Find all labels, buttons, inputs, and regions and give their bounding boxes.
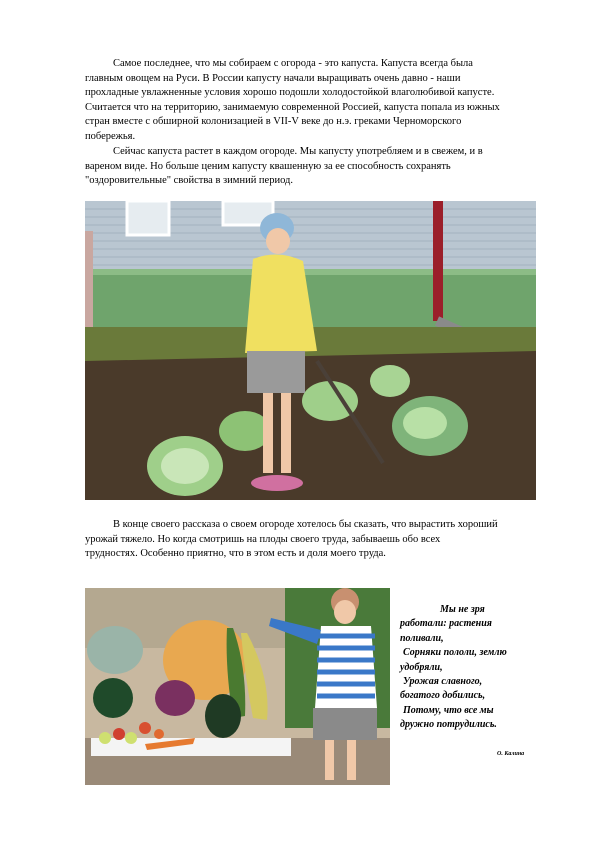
poem-line: Урожая славного, — [403, 676, 483, 688]
text-line: урожай тяжело. Но когда смотришь на плоды своего труда, забываешь обо всех — [85, 533, 441, 545]
poem-line: дружно потрудились. — [400, 719, 497, 731]
text-line: Сейчас капуста растет в каждом огороде. Мы капусту употребляем и в свежем, и в — [113, 146, 483, 157]
poem-line: Сорняки пололи, землю — [403, 647, 507, 659]
text-line: В конце своего рассказа о своем огороде хотелось бы сказать, что вырастить хороший — [113, 519, 498, 530]
paragraph-cabbage-today — [85, 145, 553, 189]
poem-line: поливали, — [400, 632, 444, 644]
text-line: побережья. — [85, 130, 136, 142]
text-line: Самое последнее, что мы собираем с огорода - это капуста. Капуста всегда была — [113, 58, 473, 69]
text-line: главным овощем на Руси. В России капусту начали выращивать очень давно - наши — [85, 72, 461, 84]
photo-girl-in-cabbage-garden — [85, 201, 536, 500]
text-line: трудностях. Особенно приятно, что в этом есть и доля моего труда. — [85, 548, 386, 559]
poem-line: работали: растения — [400, 618, 492, 630]
poem-author: О. Калина — [497, 751, 525, 757]
text-line: стран вместе с обширной колонизацией в VII-V веке до н.э. греками Черноморского — [85, 116, 462, 127]
poem-line: богатого добились, — [400, 690, 486, 702]
poem-line: Потому, что все мы — [403, 704, 494, 716]
photo-girl-with-harvest — [85, 588, 390, 785]
text-line: Считается что на территорию, занимаемую современной Россией, капуста попала из южных — [85, 101, 500, 113]
text-line: "оздоровительные" свойства в зимний период. — [85, 175, 293, 186]
poem — [400, 603, 550, 733]
text-line: прохладные увлажненные условия хорошо подошли холодостойкой влаголюбивой капусте. — [85, 87, 495, 98]
text-line: вареном виде. Но больше ценим капусту квашенную за ее способность сохранять — [85, 160, 451, 172]
poem-line: Мы не зря — [440, 604, 485, 615]
paragraph-cabbage-history — [85, 57, 553, 144]
paragraph-conclusion — [85, 518, 553, 562]
poem-line: удобряли, — [400, 661, 443, 673]
